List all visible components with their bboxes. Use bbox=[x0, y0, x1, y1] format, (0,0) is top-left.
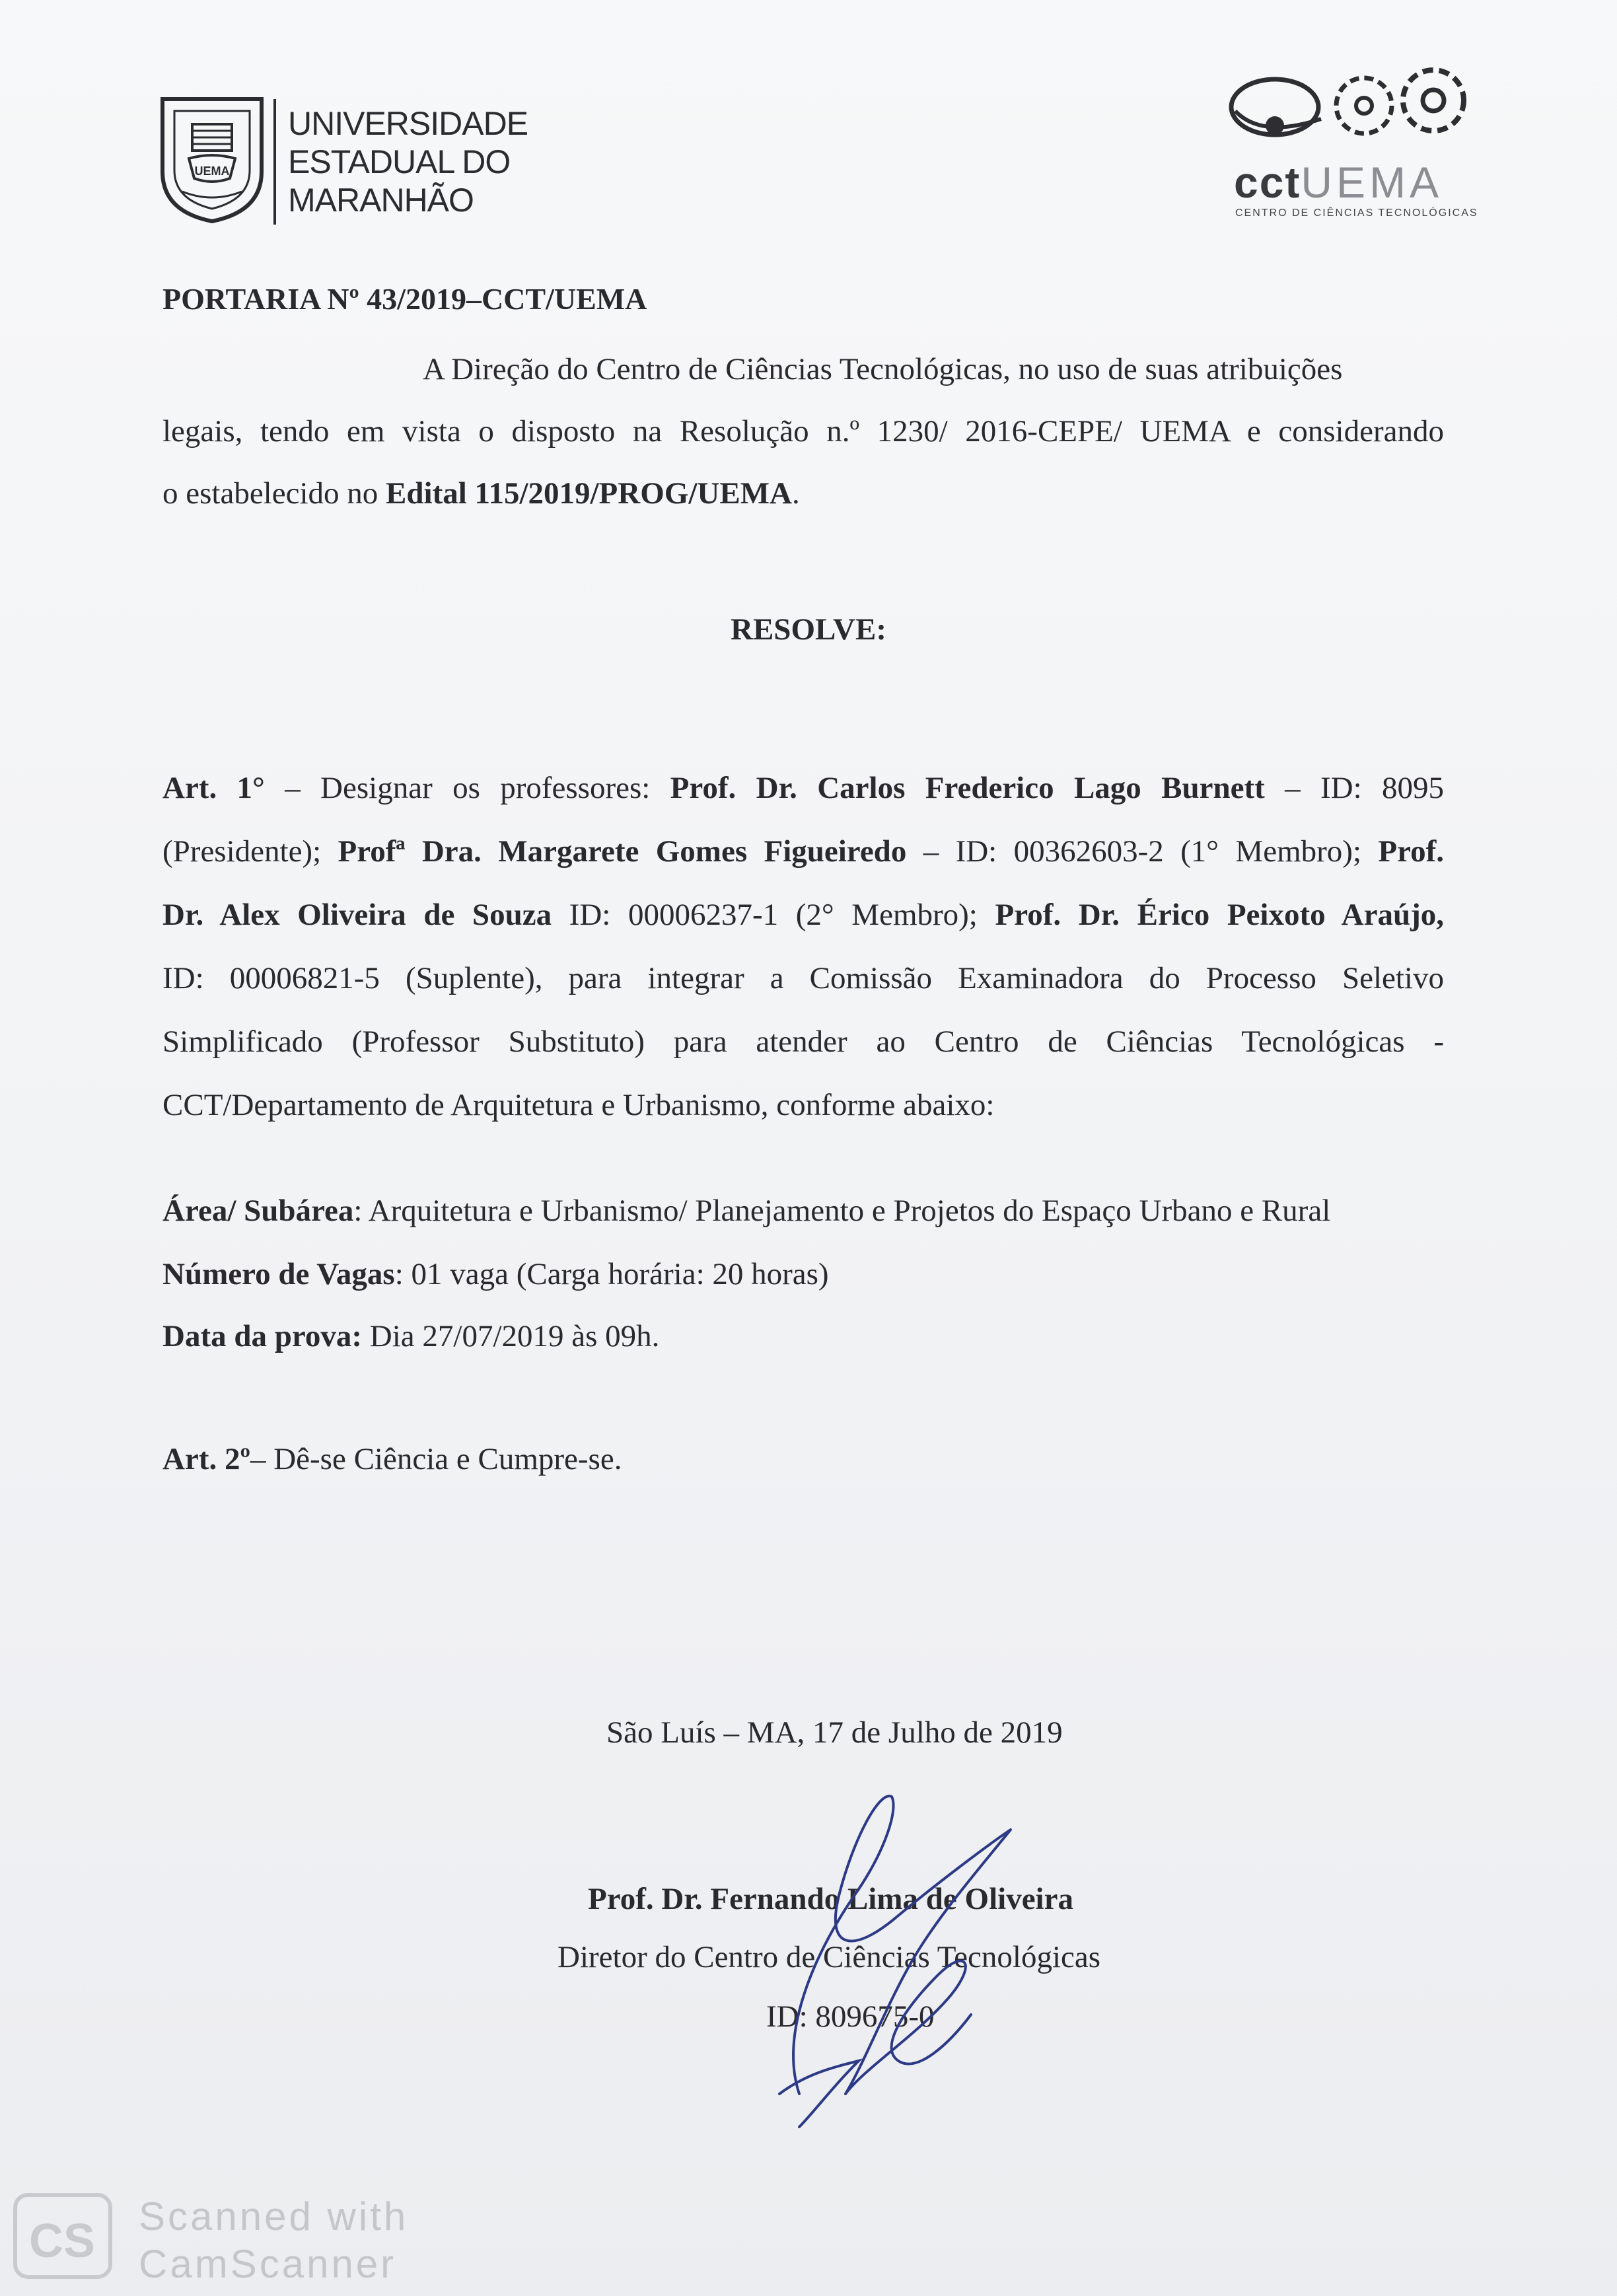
intro-line-2-text: legais, tendo em vista o disposto na Resolução n.º 1230/ 2016-CEPE/ UEMA e considerando bbox=[162, 414, 1444, 448]
university-name-line3: MARANHÃO bbox=[288, 182, 474, 219]
area-value: : Arquitetura e Urbanismo/ Planejamento e Projetos do Espaço Urbano e Rural bbox=[353, 1194, 1331, 1228]
art1-line-4 bbox=[162, 963, 1444, 994]
edital-reference: Edital 115/2019/PROG/UEMA bbox=[386, 476, 792, 511]
university-name-line2: ESTADUAL DO bbox=[288, 143, 511, 180]
seal-text: UEMA bbox=[194, 164, 230, 178]
handwritten-signature bbox=[700, 1783, 1070, 2153]
signer-id: ID: 809675-0 bbox=[766, 1999, 935, 2034]
art1-label: Art. 1° bbox=[162, 771, 265, 805]
substitute-name: Prof. Dr. Érico Peixoto Araújo, bbox=[995, 898, 1444, 932]
member1-name: Profª Dra. Margarete Gomes Figueiredo bbox=[338, 834, 907, 869]
cct-wordmark-bold: cct bbox=[1234, 158, 1301, 207]
art1-line-4-text: ID: 00006821-5 (Suplente), para integrar a Comissão Examinadora do Processo Seletivo bbox=[162, 961, 1444, 995]
president-role: (Presidente); bbox=[162, 834, 338, 869]
president-name: Prof. Dr. Carlos Frederico Lago Burnett bbox=[670, 771, 1265, 805]
art2-text: – Dê-se Ciência e Cumpre-se. bbox=[250, 1442, 622, 1476]
intro-line-3-text: o estabelecido no bbox=[162, 476, 378, 511]
vagas-value: : 01 vaga (Carga horária: 20 horas) bbox=[394, 1257, 829, 1291]
art1-line-5 bbox=[162, 1026, 1444, 1058]
camscanner-badge: CS bbox=[29, 2215, 96, 2268]
prova-value: Dia 27/07/2019 às 09h. bbox=[362, 1319, 660, 1353]
intro-line-3-end: . bbox=[791, 476, 800, 511]
art2-label: Art. 2º bbox=[162, 1442, 250, 1476]
uema-seal-icon bbox=[156, 92, 268, 225]
art1-line-1 bbox=[162, 773, 1444, 804]
vagas-label: Número de Vagas bbox=[162, 1257, 395, 1291]
member2-title: Prof. bbox=[1378, 834, 1444, 869]
camscanner-logo-icon bbox=[13, 2193, 112, 2279]
university-name bbox=[288, 104, 528, 219]
cct-wordmark-light: UEMA bbox=[1301, 158, 1443, 207]
university-name-line1: UNIVERSIDADE bbox=[288, 105, 528, 142]
art1-line-5-text: Simplificado (Professor Substituto) para atender ao Centro de Ciências Tecnológicas - bbox=[162, 1024, 1444, 1059]
art1-line-6: CCT/Departamento de Arquitetura e Urbanismo, conforme abaixo: bbox=[162, 1088, 995, 1122]
vagas-line bbox=[162, 1259, 829, 1290]
member2-id: ID: 00006237-1 (2° Membro); bbox=[552, 898, 995, 932]
camscanner-line-2: CamScanner bbox=[139, 2242, 397, 2286]
prova-line bbox=[162, 1321, 659, 1352]
cct-wordmark bbox=[1234, 157, 1443, 207]
intro-line-3 bbox=[162, 478, 800, 509]
area-line bbox=[162, 1196, 1330, 1227]
gears-icon bbox=[1222, 59, 1486, 159]
place-date: São Luís – MA, 17 de Julho de 2019 bbox=[606, 1715, 1063, 1750]
art2-line bbox=[162, 1444, 622, 1475]
member2-name: Dr. Alex Oliveira de Souza bbox=[162, 898, 552, 932]
art1-text: – Designar os professores: bbox=[264, 771, 670, 805]
document-title: PORTARIA Nº 43/2019–CCT/UEMA bbox=[162, 282, 647, 316]
prova-label: Data da prova: bbox=[162, 1319, 363, 1353]
logo-divider bbox=[273, 99, 276, 225]
signer-name: Prof. Dr. Fernando Lima de Oliveira bbox=[588, 1882, 1073, 1916]
camscanner-text bbox=[139, 2193, 408, 2288]
resolve-heading: RESOLVE: bbox=[731, 612, 886, 647]
art1-line-2 bbox=[162, 836, 1444, 867]
cct-logo bbox=[1222, 59, 1486, 231]
member1-id: – ID: 00362603-2 (1° Membro); bbox=[906, 834, 1379, 869]
president-id: – ID: 8095 bbox=[1264, 771, 1445, 805]
uema-logo bbox=[156, 92, 528, 231]
art1-line-3 bbox=[162, 900, 1444, 931]
area-label: Área/ Subárea bbox=[162, 1194, 354, 1228]
camscanner-watermark bbox=[13, 2180, 476, 2285]
intro-line-2 bbox=[162, 416, 1444, 447]
camscanner-line-1: Scanned with bbox=[139, 2194, 409, 2239]
intro-line-1: A Direção do Centro de Ciências Tecnológicas, no uso de suas atribuições bbox=[423, 352, 1343, 386]
signer-role: Diretor do Centro de Ciências Tecnológicas bbox=[557, 1940, 1101, 1974]
cct-subtitle: CENTRO DE CIÊNCIAS TECNOLÓGICAS bbox=[1235, 207, 1478, 219]
